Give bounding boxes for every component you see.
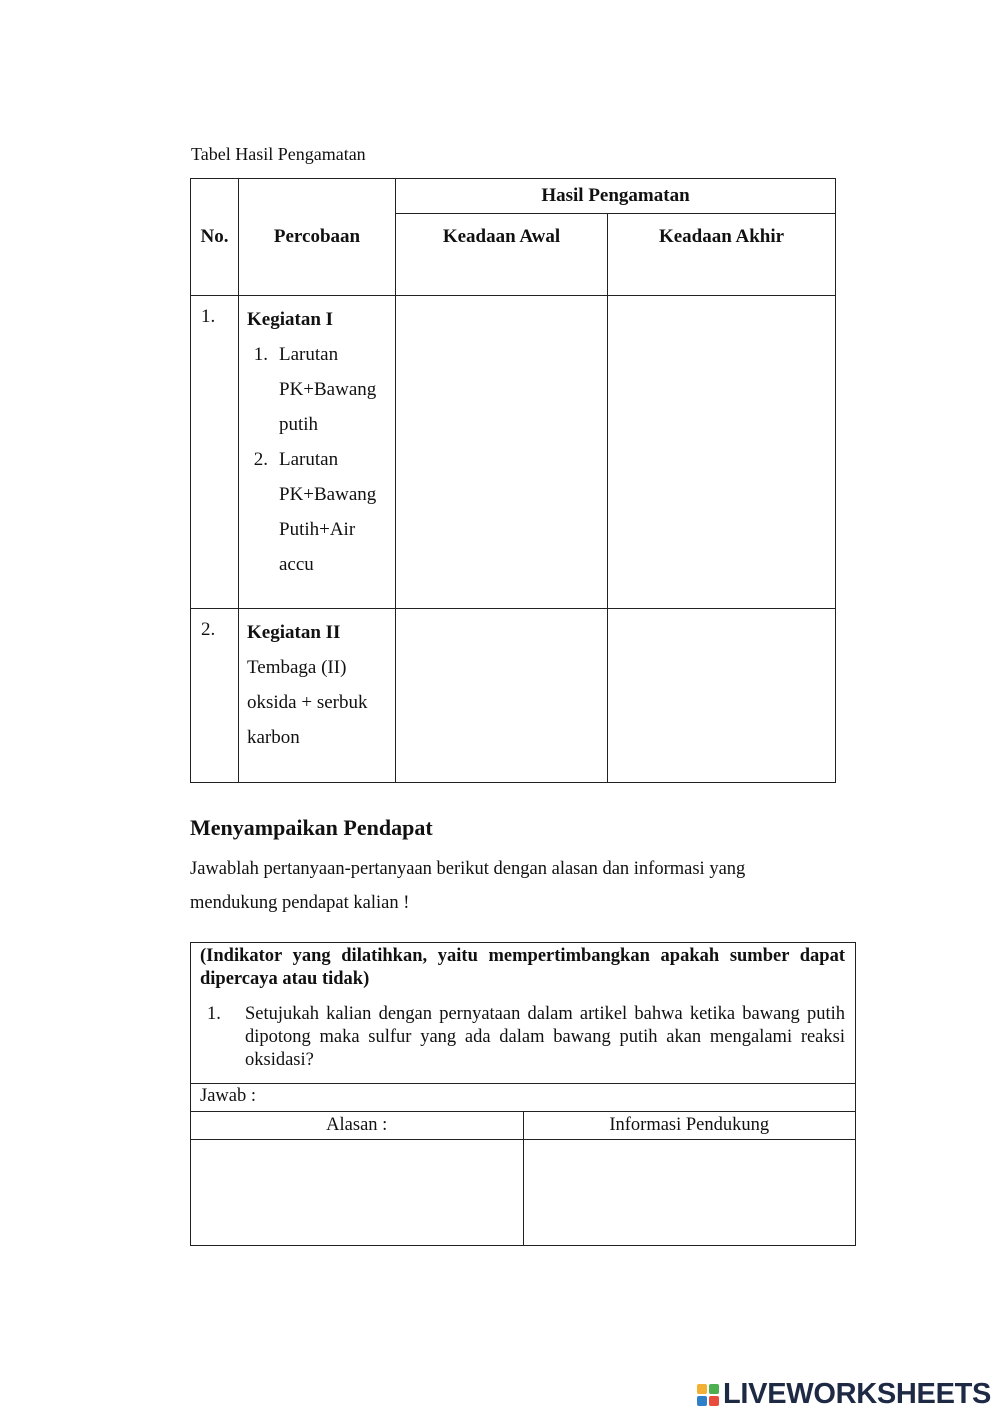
section-title: Menyampaikan Pendapat [190, 815, 433, 840]
row-number: 1. [191, 296, 239, 609]
text-line: Tembaga (II) [247, 657, 347, 678]
keadaan-akhir-answer-cell[interactable] [608, 609, 836, 783]
header-hasil-pengamatan: Hasil Pengamatan [396, 179, 836, 214]
experiment-title: Kegiatan II [247, 622, 341, 643]
table-row [191, 609, 836, 783]
text-line: PK+Bawang [279, 379, 377, 400]
alasan-header: Alasan : [191, 1112, 524, 1139]
question-item [200, 1003, 845, 1072]
text-line: Putih+Air [279, 519, 356, 540]
logo-tile [709, 1384, 719, 1394]
text-line: PK+Bawang [279, 484, 377, 505]
logo-tile [709, 1396, 719, 1406]
instruction-line: mendukung pendapat kalian ! [190, 893, 410, 913]
indicator-text: (Indikator yang dilatihkan, yaitu mempertimbangkan apakah sumber dapat dipercaya atau tidak) [200, 946, 845, 989]
keadaan-akhir-answer-cell[interactable] [608, 296, 836, 609]
text-line: oksida + serbuk [247, 692, 368, 713]
logo-tile [697, 1396, 707, 1406]
informasi-answer-cell[interactable] [524, 1140, 856, 1246]
liveworksheets-logo-icon [697, 1384, 719, 1406]
text-line: accu [279, 554, 314, 575]
liveworksheets-watermark [697, 1378, 991, 1411]
question-number: 1. [207, 1004, 221, 1024]
header-keadaan-awal: Keadaan Awal [396, 214, 608, 296]
keadaan-awal-answer-cell[interactable] [396, 296, 608, 609]
table-row [191, 296, 836, 609]
logo-tile [697, 1384, 707, 1394]
text-line: Larutan [279, 449, 339, 470]
list-number: 1. [253, 344, 268, 365]
question-text: Setujukah kalian dengan pernyataan dalam artikel bahwa ketika bawang putih dipotong maka sulfur yang ada dalam bawang putih akan mengalami reaksi oksidasi? [245, 1004, 845, 1070]
instruction-text [190, 852, 830, 920]
experiment-cell [239, 296, 396, 609]
list-item [247, 337, 391, 442]
list-text [279, 337, 376, 442]
watermark-text: LIVEWORKSHEETS [723, 1378, 992, 1410]
keadaan-awal-answer-cell[interactable] [396, 609, 608, 783]
experiment-list [247, 337, 391, 582]
answer-headers [191, 1112, 855, 1140]
instruction-line: Jawablah pertanyaan-pertanyaan berikut dengan alasan dan informasi yang [190, 859, 746, 879]
observation-table [190, 178, 836, 783]
list-text [279, 442, 376, 582]
experiment-cell [239, 609, 396, 783]
table-caption: Tabel Hasil Pengamatan [191, 144, 366, 164]
list-item [247, 442, 391, 582]
jawab-label: Jawab : [191, 1084, 855, 1112]
question-header [191, 943, 855, 1084]
list-number: 2. [253, 449, 268, 470]
header-percobaan: Percobaan [239, 179, 396, 296]
text-line: Larutan [279, 344, 339, 365]
answer-row [191, 1140, 855, 1246]
header-no: No. [191, 179, 239, 296]
question-box [190, 942, 856, 1246]
text-line: karbon [247, 727, 300, 748]
experiment-title: Kegiatan I [247, 309, 334, 330]
row-number: 2. [191, 609, 239, 783]
header-keadaan-akhir: Keadaan Akhir [608, 214, 836, 296]
alasan-answer-cell[interactable] [191, 1140, 524, 1246]
text-line: putih [279, 414, 319, 435]
informasi-pendukung-header: Informasi Pendukung [609, 1115, 770, 1135]
